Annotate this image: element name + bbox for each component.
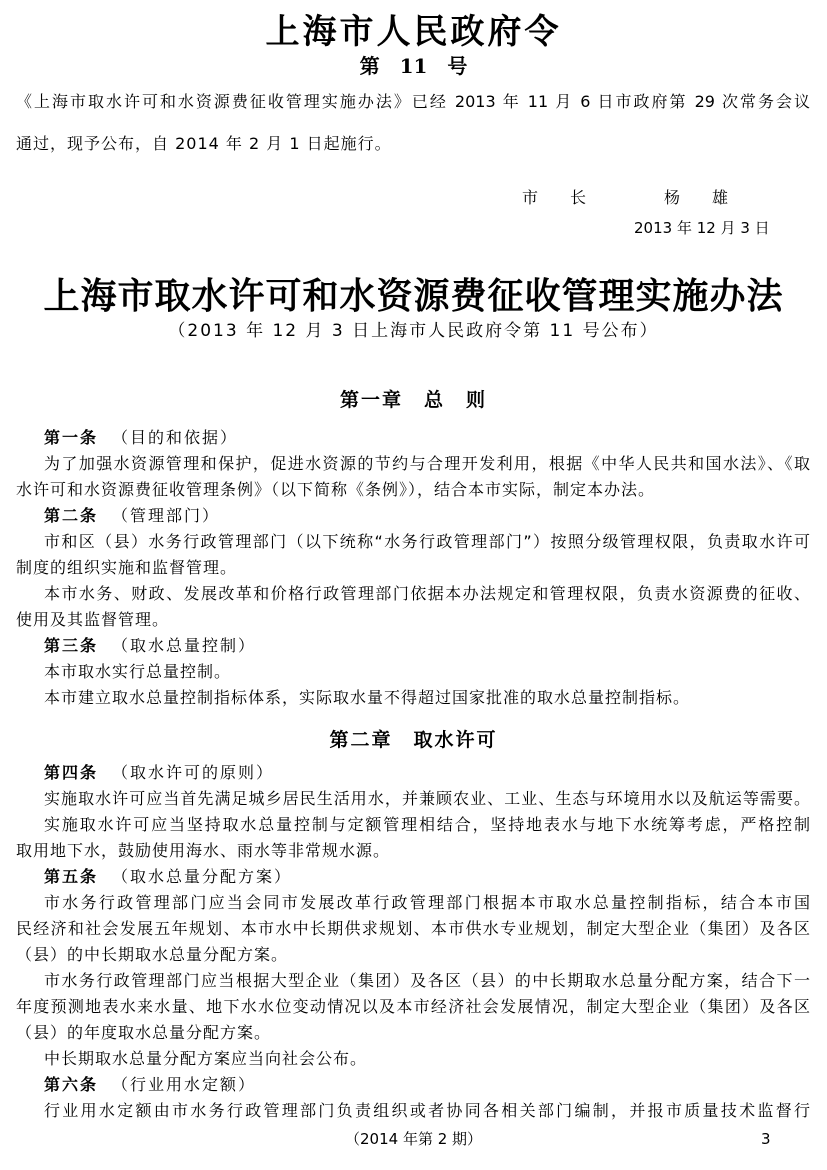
- article-heading: [44, 1074, 256, 1096]
- article-topic: （取水许可的原则）: [112, 763, 275, 782]
- article-topic: （目的和依据）: [112, 428, 239, 447]
- paragraph-line: （县）的中长期取水总量分配方案。: [16, 945, 289, 964]
- article-heading: [44, 427, 238, 449]
- article-heading: [44, 635, 256, 657]
- paragraph-line: 行业用水定额由市水务行政管理部门负责组织或者协同各相关部门编制，并报市质量技术监督行: [44, 1101, 810, 1120]
- article-heading: [44, 505, 220, 527]
- paragraph-line: 年度预测地表水来水量、地下水水位变动情况以及本市经济社会发展情况，制定大型企业（集团）及各区: [16, 997, 810, 1016]
- paragraph-line: 取用地下水，鼓励使用海水、雨水等非常规水源。: [16, 841, 391, 860]
- article-label: 第五条: [44, 867, 99, 886]
- order-number: 第 11 号: [359, 54, 468, 78]
- paragraph-line: （县）的年度取水总量分配方案。: [16, 1023, 272, 1042]
- order-title: 上海市人民政府令: [265, 12, 562, 52]
- paragraph-line: 市和区（县）水务行政管理部门（以下统称“水务行政管理部门”）按照分级管理权限，负责取水许可: [44, 532, 810, 551]
- paragraph-line: 使用及其监督管理。: [16, 610, 170, 629]
- order-date: 2013 年 12 月 3 日: [634, 219, 770, 237]
- paragraph-line: 中长期取水总量分配方案应当向社会公布。: [44, 1049, 368, 1068]
- regulation-title: 上海市取水许可和水资源费征收管理实施办法: [43, 275, 784, 317]
- signer-title: 市 长: [522, 188, 595, 207]
- article-topic: （行业用水定额）: [112, 1075, 257, 1094]
- paragraph-line: 为了加强水资源管理和保护，促进水资源的节约与合理开发利用，根据《中华人民共和国水法》、《取: [44, 454, 810, 473]
- paragraph-line: 水许可和水资源费征收管理条例》（以下简称《条例》），结合本市实际，制定本办法。: [16, 480, 656, 499]
- paragraph-line: 民经济和社会发展五年规划、本市水中长期供求规划、本市供水专业规划，制定大型企业（集团）及各区: [16, 919, 810, 938]
- article-heading: [44, 866, 292, 888]
- chapter-heading: 第一章 总 则: [339, 389, 487, 411]
- article-label: 第四条: [44, 763, 99, 782]
- paragraph-line: 制度的组织实施和监督管理。: [16, 558, 238, 577]
- regulation-subtitle: （2013 年 12 月 3 日上海市人民政府令第 11 号公布）: [168, 321, 659, 341]
- article-topic: （取水总量分配方案）: [112, 867, 293, 886]
- intro-line: 通过，现予公布，自 2014 年 2 月 1 日起施行。: [16, 134, 392, 153]
- article-label: 第一条: [44, 428, 99, 447]
- article-topic: （管理部门）: [112, 506, 221, 525]
- signer-name: 杨 雄: [664, 188, 737, 207]
- article-topic: （取水总量控制）: [112, 636, 257, 655]
- chapter-heading: 第二章 取水许可: [329, 729, 498, 751]
- article-label: 第三条: [44, 636, 99, 655]
- article-label: 第二条: [44, 506, 99, 525]
- footer-issue: （2014 年第 2 期）: [345, 1130, 483, 1148]
- paragraph-line: 市水务行政管理部门应当会同市发展改革行政管理部门根据本市取水总量控制指标，结合本市国: [44, 893, 810, 912]
- article-heading: [44, 762, 274, 784]
- paragraph-line: 本市水务、财政、发展改革和价格行政管理部门依据本办法规定和管理权限，负责水资源费的征收、: [44, 584, 810, 603]
- paragraph-line: 实施取水许可应当坚持取水总量控制与定额管理相结合，坚持地表水与地下水统筹考虑，严格控制: [44, 815, 810, 834]
- page-number: 3: [761, 1130, 771, 1148]
- article-label: 第六条: [44, 1075, 99, 1094]
- paragraph-line: 市水务行政管理部门应当根据大型企业（集团）及各区（县）的中长期取水总量分配方案，结合下一: [44, 971, 810, 990]
- paragraph-line: 实施取水许可应当首先满足城乡居民生活用水，并兼顾农业、工业、生态与环境用水以及航运等需要。: [44, 789, 810, 808]
- paragraph-line: 本市建立取水总量控制指标体系，实际取水量不得超过国家批准的取水总量控制指标。: [44, 688, 691, 707]
- paragraph-line: 本市取水实行总量控制。: [44, 662, 232, 681]
- intro-line: 《上海市取水许可和水资源费征收管理实施办法》已经 2013 年 11 月 6 日市政府第 29 次常务会议: [16, 92, 810, 111]
